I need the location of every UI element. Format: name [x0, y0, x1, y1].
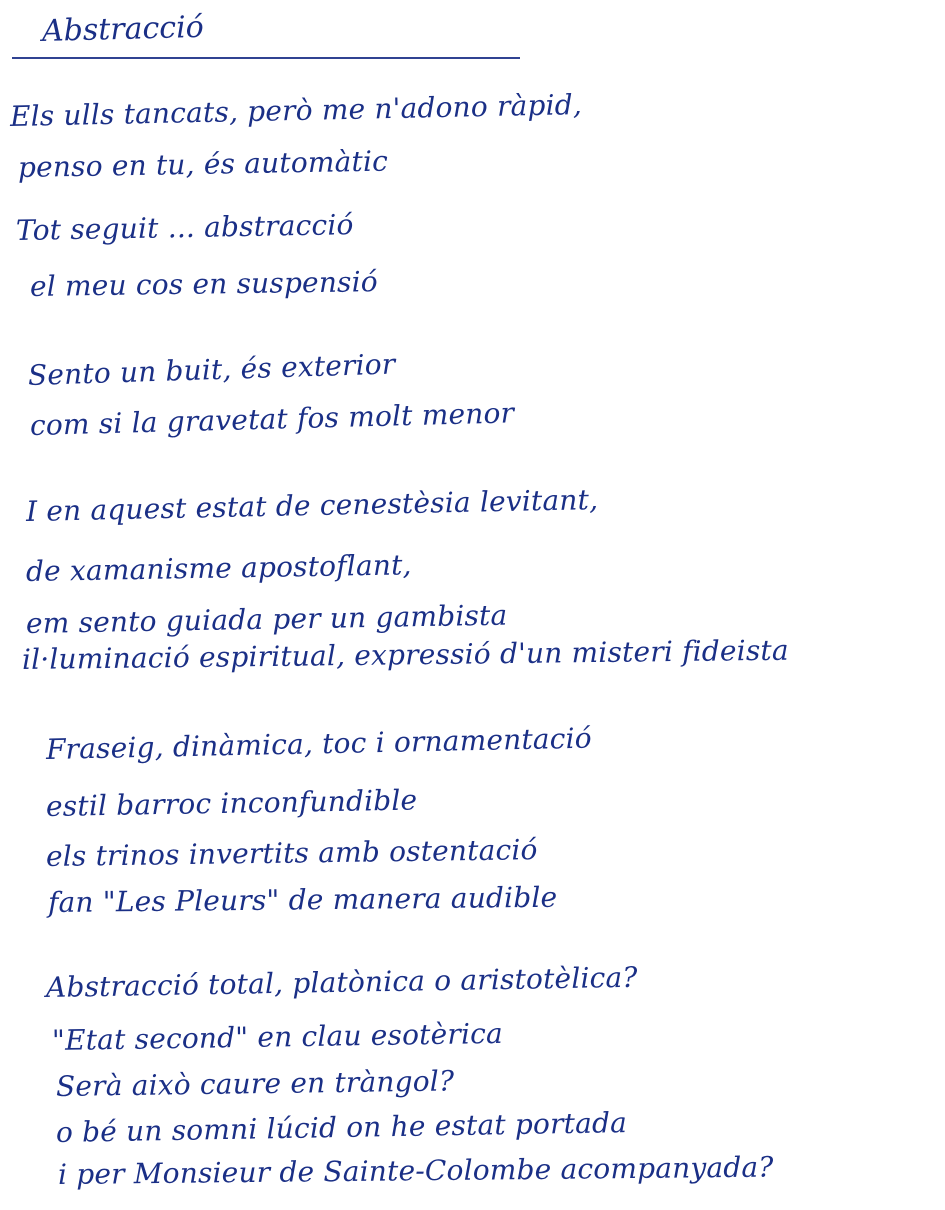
poem-line: Fraseig, dinàmica, toc i ornamentació	[45, 721, 593, 766]
poem-line: penso en tu, és automàtic	[17, 144, 389, 184]
poem-line: els trinos invertits amb ostentació	[45, 833, 538, 873]
poem-line: Serà això caure en tràngol?	[55, 1064, 455, 1103]
poem-line: em sento guiada per un gambista	[25, 598, 508, 640]
poem-line: il·luminació espiritual, expressió d'un misteri fideista	[21, 633, 789, 676]
poem-line: el meu cos en suspensió	[29, 265, 379, 303]
poem-line: Sento un buit, és exterior	[27, 347, 396, 392]
title-underline	[12, 57, 520, 59]
poem-line: Abstracció total, platònica o aristotèlica?	[45, 960, 638, 1004]
poem-line: Tot seguit ... abstracció	[15, 208, 354, 247]
poem-line: fan "Les Pleurs" de manera audible	[47, 880, 558, 919]
poem-line: Els ulls tancats, però me n'adono ràpid,	[9, 88, 583, 133]
poem-line: "Etat second" en clau esotèrica	[51, 1016, 504, 1057]
poem-title: Abstracció	[41, 9, 205, 49]
poem-line: I en aquest estat de cenestèsia levitant,	[25, 483, 599, 528]
poem-line: de xamanisme apostoflant,	[25, 548, 412, 588]
poem-line: o bé un somni lúcid on he estat portada	[55, 1106, 628, 1149]
poem-line: com si la gravetat fos molt menor	[29, 396, 515, 442]
poem-line: estil barroc inconfundible	[45, 783, 418, 823]
poem-line: i per Monsieur de Sainte-Colombe acompanyada?	[57, 1150, 774, 1191]
